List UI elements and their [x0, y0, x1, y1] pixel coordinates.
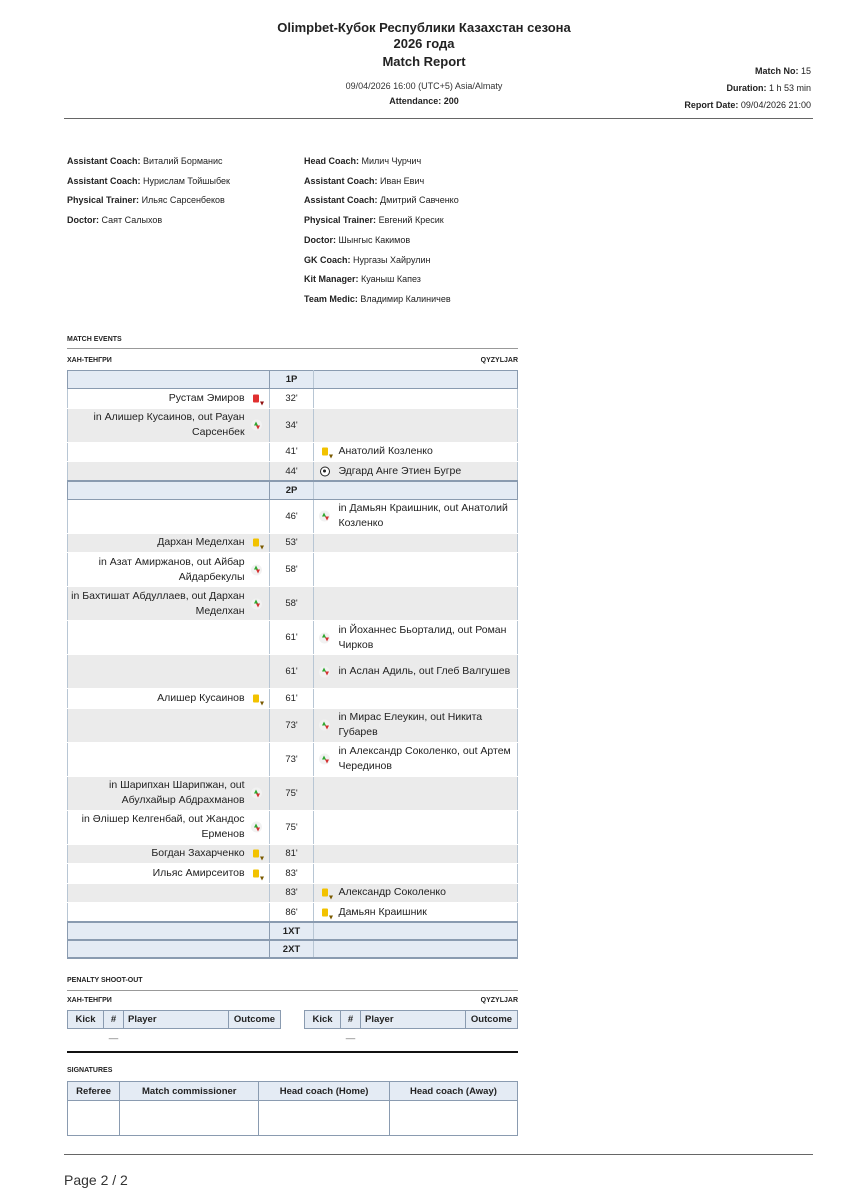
away-event-text: in Аслан Адиль, out Глеб Валгушев: [338, 665, 511, 677]
yellow-card-icon: [250, 536, 263, 549]
home-staff-list: [67, 152, 230, 231]
staff-name: Ильяс Сарсенбеков: [141, 195, 225, 206]
staff-name: Владимир Калиничев: [360, 293, 451, 304]
yellow-card-icon: [250, 847, 263, 860]
red-card-icon: [250, 392, 263, 405]
event-minute: 73': [269, 708, 314, 742]
home-event-text: Ильяс Амирсеитов: [152, 866, 245, 879]
away-event-text: Дамьян Краишник: [338, 905, 427, 918]
substitution-icon: [250, 419, 263, 432]
event-minute: 61': [269, 689, 314, 709]
away-event-text: in Мирас Елеукин, out Никита Губарев: [338, 711, 483, 738]
away-event-text: in Дамьян Краишник, out Анатолий Козленко: [338, 502, 508, 529]
event-minute: 44': [269, 462, 314, 482]
staff-member: [304, 191, 459, 211]
staff-name: Евгений Кресик: [378, 215, 444, 226]
period-row: [68, 481, 518, 499]
period-label: 1P: [269, 371, 314, 389]
staff-member: [304, 231, 459, 251]
period-row: [68, 371, 518, 389]
home-event-text: Алишер Кусаинов: [157, 691, 245, 704]
substitution-icon: [250, 597, 263, 610]
event-minute: 83': [269, 883, 314, 903]
header-divider: [64, 118, 813, 119]
period-label: 1XT: [269, 922, 314, 940]
match-no: Match No: 15: [754, 66, 811, 76]
event-minute: 41': [269, 442, 314, 462]
substitution-icon: [318, 719, 331, 732]
pen-col-number: #: [341, 1011, 361, 1029]
staff-member: [67, 172, 230, 192]
event-row: [68, 689, 518, 709]
sig-col-commissioner: Match commissioner: [120, 1082, 259, 1101]
staff-name: Нурислам Тойшыбек: [143, 175, 230, 186]
sig-col-home-coach: Head coach (Home): [259, 1082, 390, 1101]
event-minute: 58': [269, 553, 314, 587]
event-minute: 75': [269, 776, 314, 810]
report-subtitle: Match Report: [382, 54, 466, 69]
staff-member: [67, 191, 230, 211]
staff-name: Нургазы Хайрулин: [353, 254, 431, 265]
staff-role: Kit Manager:: [304, 274, 359, 285]
event-minute: 75': [269, 810, 314, 844]
home-team-name: ХАН-ТЕНГРИ: [67, 357, 112, 364]
staff-role: Assistant Coach:: [67, 175, 141, 186]
pen-away-empty: —: [345, 1032, 356, 1044]
substitution-icon: [318, 665, 331, 678]
staff-role: Physical Trainer:: [67, 195, 140, 206]
event-row: [68, 883, 518, 903]
staff-name: Виталий Борманис: [143, 156, 223, 166]
away-event-text: in Александр Соколенко, out Артем Черединов: [338, 745, 511, 772]
home-event-text: in Бахтишат Абдуллаев, out Дархан Меделхан: [71, 589, 245, 617]
staff-member: [304, 152, 459, 172]
event-row: [68, 655, 518, 689]
staff-name: Шынгыс Какимов: [338, 234, 411, 245]
event-row: [68, 810, 518, 844]
competition-title: Olimpbet-Кубок Республики Казахстан сезона: [277, 20, 571, 35]
event-minute: 81': [269, 844, 314, 864]
staff-name: Куаныш Капез: [361, 274, 421, 285]
yellow-card-icon: [318, 886, 331, 899]
period-label: 2P: [269, 481, 314, 499]
staff-member: [304, 211, 459, 231]
substitution-icon: [250, 563, 263, 576]
substitution-icon: [318, 631, 331, 644]
staff-name: Иван Евич: [380, 175, 425, 186]
event-minute: 46': [269, 499, 314, 533]
penalty-away-table: [304, 1010, 518, 1048]
match-datetime: 09/04/2026 16:00 (UTC+5) Asia/Almaty: [345, 81, 503, 91]
staff-role: Physical Trainer:: [304, 215, 377, 226]
home-event-text: in Шарипхан Шарипжан, out Абулхайыр Абдрахманов: [108, 779, 245, 806]
event-row: [68, 776, 518, 810]
staff-role: Assistant Coach:: [304, 195, 378, 206]
event-minute: 32': [269, 389, 314, 409]
period-row: [68, 940, 518, 958]
pen-col-player: Player: [124, 1011, 229, 1029]
penalty-divider: [67, 990, 518, 991]
home-event-text: Рустам Эмиров: [168, 391, 245, 404]
event-row: [68, 533, 518, 553]
staff-member: [67, 152, 230, 172]
event-minute: 83': [269, 864, 314, 884]
event-minute: 86': [269, 903, 314, 923]
event-row: [68, 864, 518, 884]
event-row: [68, 708, 518, 742]
yellow-card-icon: [250, 692, 263, 705]
event-minute: 61': [269, 621, 314, 655]
pen-col-kick: Kick: [305, 1011, 341, 1029]
event-minute: 73': [269, 742, 314, 776]
staff-name: Милич Чурчич: [361, 156, 422, 166]
sig-box-home-coach[interactable]: [259, 1101, 390, 1136]
page-number: Page 2 / 2: [64, 1172, 128, 1188]
staff-role: Assistant Coach:: [304, 175, 378, 186]
away-event-text: Анатолий Козленко: [338, 445, 433, 458]
event-row: [68, 499, 518, 533]
away-event-text: Эдгард Анге Этиен Бугре: [338, 464, 462, 477]
event-minute: 58': [269, 587, 314, 621]
signatures-label: SIGNATURES: [67, 1067, 113, 1074]
staff-role: GK Coach:: [304, 254, 351, 265]
home-event-text: Богдан Захарченко: [151, 847, 245, 860]
staff-name: Саят Салыхов: [101, 215, 163, 226]
penalty-home-team: ХАН-ТЕНГРИ: [67, 997, 112, 1004]
staff-role: Team Medic:: [304, 293, 358, 304]
footer-divider: [64, 1154, 813, 1155]
sig-box-commissioner[interactable]: [120, 1101, 259, 1136]
event-minute: 34': [269, 408, 314, 442]
away-event-text: Александр Соколенко: [338, 886, 446, 899]
pen-col-outcome: Outcome: [466, 1011, 518, 1029]
match-events-label: MATCH EVENTS: [67, 336, 122, 343]
staff-member: [304, 290, 459, 310]
home-event-text: Дархан Меделхан: [157, 536, 245, 549]
staff-member: [304, 251, 459, 271]
away-team-name: QYZYLJAR: [480, 357, 518, 364]
duration: Duration: 1 h 53 min: [726, 83, 811, 93]
event-row: [68, 553, 518, 587]
event-row: [68, 587, 518, 621]
yellow-card-icon: [318, 445, 331, 458]
staff-role: Assistant Coach:: [67, 156, 141, 166]
home-event-text: in Әлішер Келгенбай, out Жандос Ерменов: [81, 813, 245, 840]
pen-home-empty: —: [108, 1032, 119, 1044]
home-event-text: in Азат Амиржанов, out Айбар Айдарбекулы: [98, 555, 245, 583]
period-label: 2XT: [269, 940, 314, 958]
staff-role: Doctor:: [304, 234, 336, 245]
pen-col-player: Player: [361, 1011, 466, 1029]
away-event-text: in Йоханнес Бьорталид, out Роман Чирков: [338, 623, 507, 651]
penalty-home-table: [67, 1010, 281, 1048]
event-row: [68, 903, 518, 923]
yellow-card-icon: [250, 867, 263, 880]
sig-box-away-coach[interactable]: [389, 1101, 517, 1136]
penalty-label: PENALTY SHOOT-OUT: [67, 977, 143, 984]
substitution-icon: [250, 821, 263, 834]
event-row: [68, 844, 518, 864]
penalty-bottom-rule: [67, 1051, 518, 1053]
sig-col-away-coach: Head coach (Away): [389, 1082, 517, 1101]
substitution-icon: [250, 787, 263, 800]
event-row: [68, 442, 518, 462]
staff-member: [304, 270, 459, 290]
penalty-team-row: [67, 997, 518, 1004]
yellow-card-icon: [318, 906, 331, 919]
period-row: [68, 922, 518, 940]
pen-col-outcome: Outcome: [229, 1011, 281, 1029]
events-divider: [67, 348, 518, 349]
signatures-table: [67, 1081, 518, 1136]
match-events-table: [67, 370, 518, 959]
event-row: [68, 408, 518, 442]
sig-box-referee[interactable]: [68, 1101, 120, 1136]
sig-col-referee: Referee: [68, 1082, 120, 1101]
away-staff-list: [304, 152, 459, 310]
goal-ball-icon: [318, 465, 331, 478]
event-row: [68, 389, 518, 409]
pen-col-kick: Kick: [68, 1011, 104, 1029]
pen-col-number: #: [104, 1011, 124, 1029]
event-minute: 53': [269, 533, 314, 553]
event-row: [68, 621, 518, 655]
home-event-text: in Алишер Кусаинов, out Рауан Сарсенбек: [93, 411, 245, 438]
staff-role: Doctor:: [67, 215, 99, 226]
event-row: [68, 462, 518, 482]
events-team-row: [67, 357, 518, 364]
penalty-away-team: QYZYLJAR: [480, 997, 518, 1004]
event-minute: 61': [269, 655, 314, 689]
competition-season: 2026 года: [393, 36, 455, 51]
attendance: Attendance: 200: [389, 96, 459, 106]
substitution-icon: [318, 510, 331, 523]
report-meta: [684, 63, 811, 114]
staff-role: Head Coach:: [304, 156, 360, 166]
event-row: [68, 742, 518, 776]
substitution-icon: [318, 753, 331, 766]
staff-member: [67, 211, 230, 231]
staff-member: [304, 172, 459, 192]
report-date: Report Date: 09/04/2026 21:00: [684, 100, 811, 110]
staff-name: Дмитрий Савченко: [380, 195, 459, 206]
